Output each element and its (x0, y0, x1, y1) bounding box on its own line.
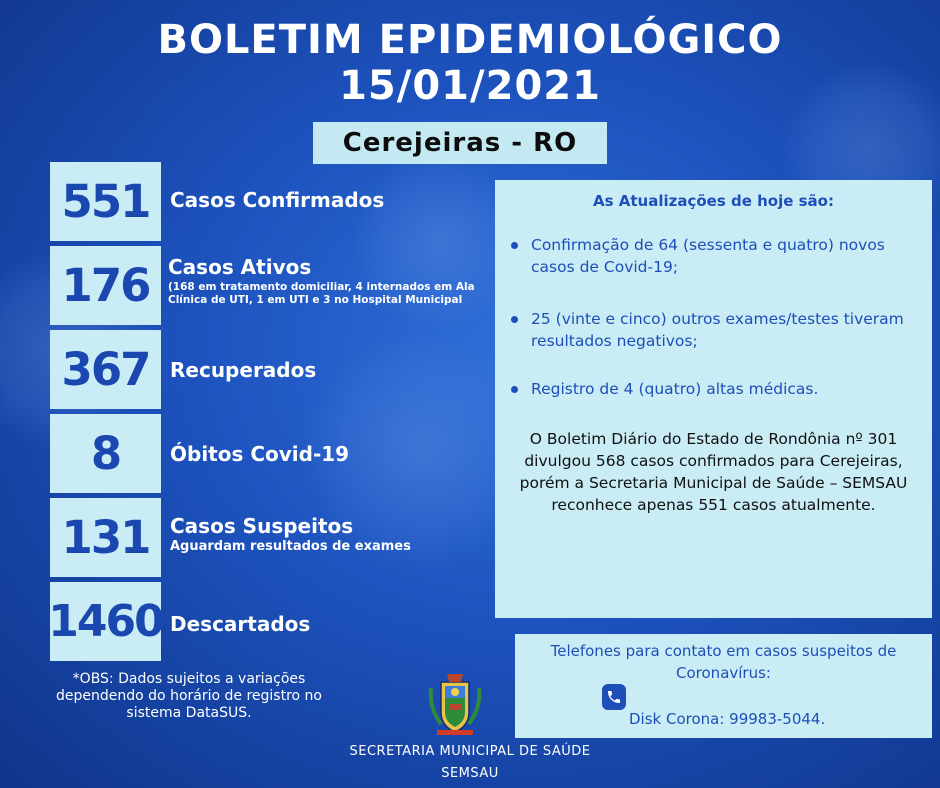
city-badge: Cerejeiras - RO (313, 122, 607, 164)
suspected-count: 131 (50, 498, 161, 577)
footer-secretariat: SECRETARIA MUNICIPAL DE SAÚDE (349, 744, 591, 759)
bulletin-date: 15/01/2021 (339, 63, 601, 109)
phone-glyph (606, 689, 622, 705)
active-detail: (168 em tratamento domiciliar, 4 internados em Ala Clínica de UTI, 1 em UTI e 3 no Hospital Municipal (168, 281, 475, 306)
phone-icon (602, 684, 626, 710)
obs-note: *OBS: Dados sujeitos a variações dependendo do horário de registro no sistema DataSUS. (56, 671, 322, 721)
confirmed-count: 551 (50, 162, 161, 241)
update-item-text: Confirmação de 64 (sessenta e quatro) novos casos de Covid-19; (531, 236, 885, 276)
footer-semsau: SEMSAU (441, 766, 499, 781)
bullet-dot (511, 242, 518, 249)
recovered-count: 367 (50, 330, 161, 409)
update-item (509, 378, 929, 400)
municipal-crest-icon (427, 668, 483, 738)
discarded-label: Descartados (170, 612, 311, 636)
update-item (509, 308, 929, 352)
confirmed-label: Casos Confirmados (170, 188, 385, 212)
deaths-label: Óbitos Covid-19 (170, 442, 350, 466)
state-bulletin-note: O Boletim Diário do Estado de Rondônia nº 301 divulgou 568 casos confirmados para Cerejeiras, porém a Secretaria Municipal de Saúde – SEMSAU reconhece apenas 551 casos atualmente. (519, 430, 908, 514)
deaths-count: 8 (50, 414, 161, 493)
discarded-count: 1460 (50, 582, 161, 661)
recovered-label: Recuperados (170, 358, 317, 382)
disk-corona-phone[interactable]: Disk Corona: 99983-5044. (629, 710, 826, 728)
bulletin-title: BOLETIM EPIDEMIOLÓGICO (157, 17, 783, 63)
update-item (509, 234, 929, 278)
updates-panel (495, 180, 932, 618)
update-item-text: 25 (vinte e cinco) outros exames/testes tiveram resultados negativos; (531, 310, 904, 350)
suspected-label: Casos Suspeitos (170, 514, 354, 538)
active-label: Casos Ativos (168, 255, 312, 279)
suspected-detail: Aguardam resultados de exames (170, 539, 411, 554)
updates-title: As Atualizações de hoje são: (592, 192, 834, 210)
contact-box (515, 634, 932, 738)
active-count: 176 (50, 246, 161, 325)
contact-title: Telefones para contato em casos suspeitos de Coronavírus: (550, 642, 897, 682)
update-item-text: Registro de 4 (quatro) altas médicas. (531, 380, 819, 398)
bullet-dot (511, 316, 518, 323)
bullet-dot (511, 386, 518, 393)
